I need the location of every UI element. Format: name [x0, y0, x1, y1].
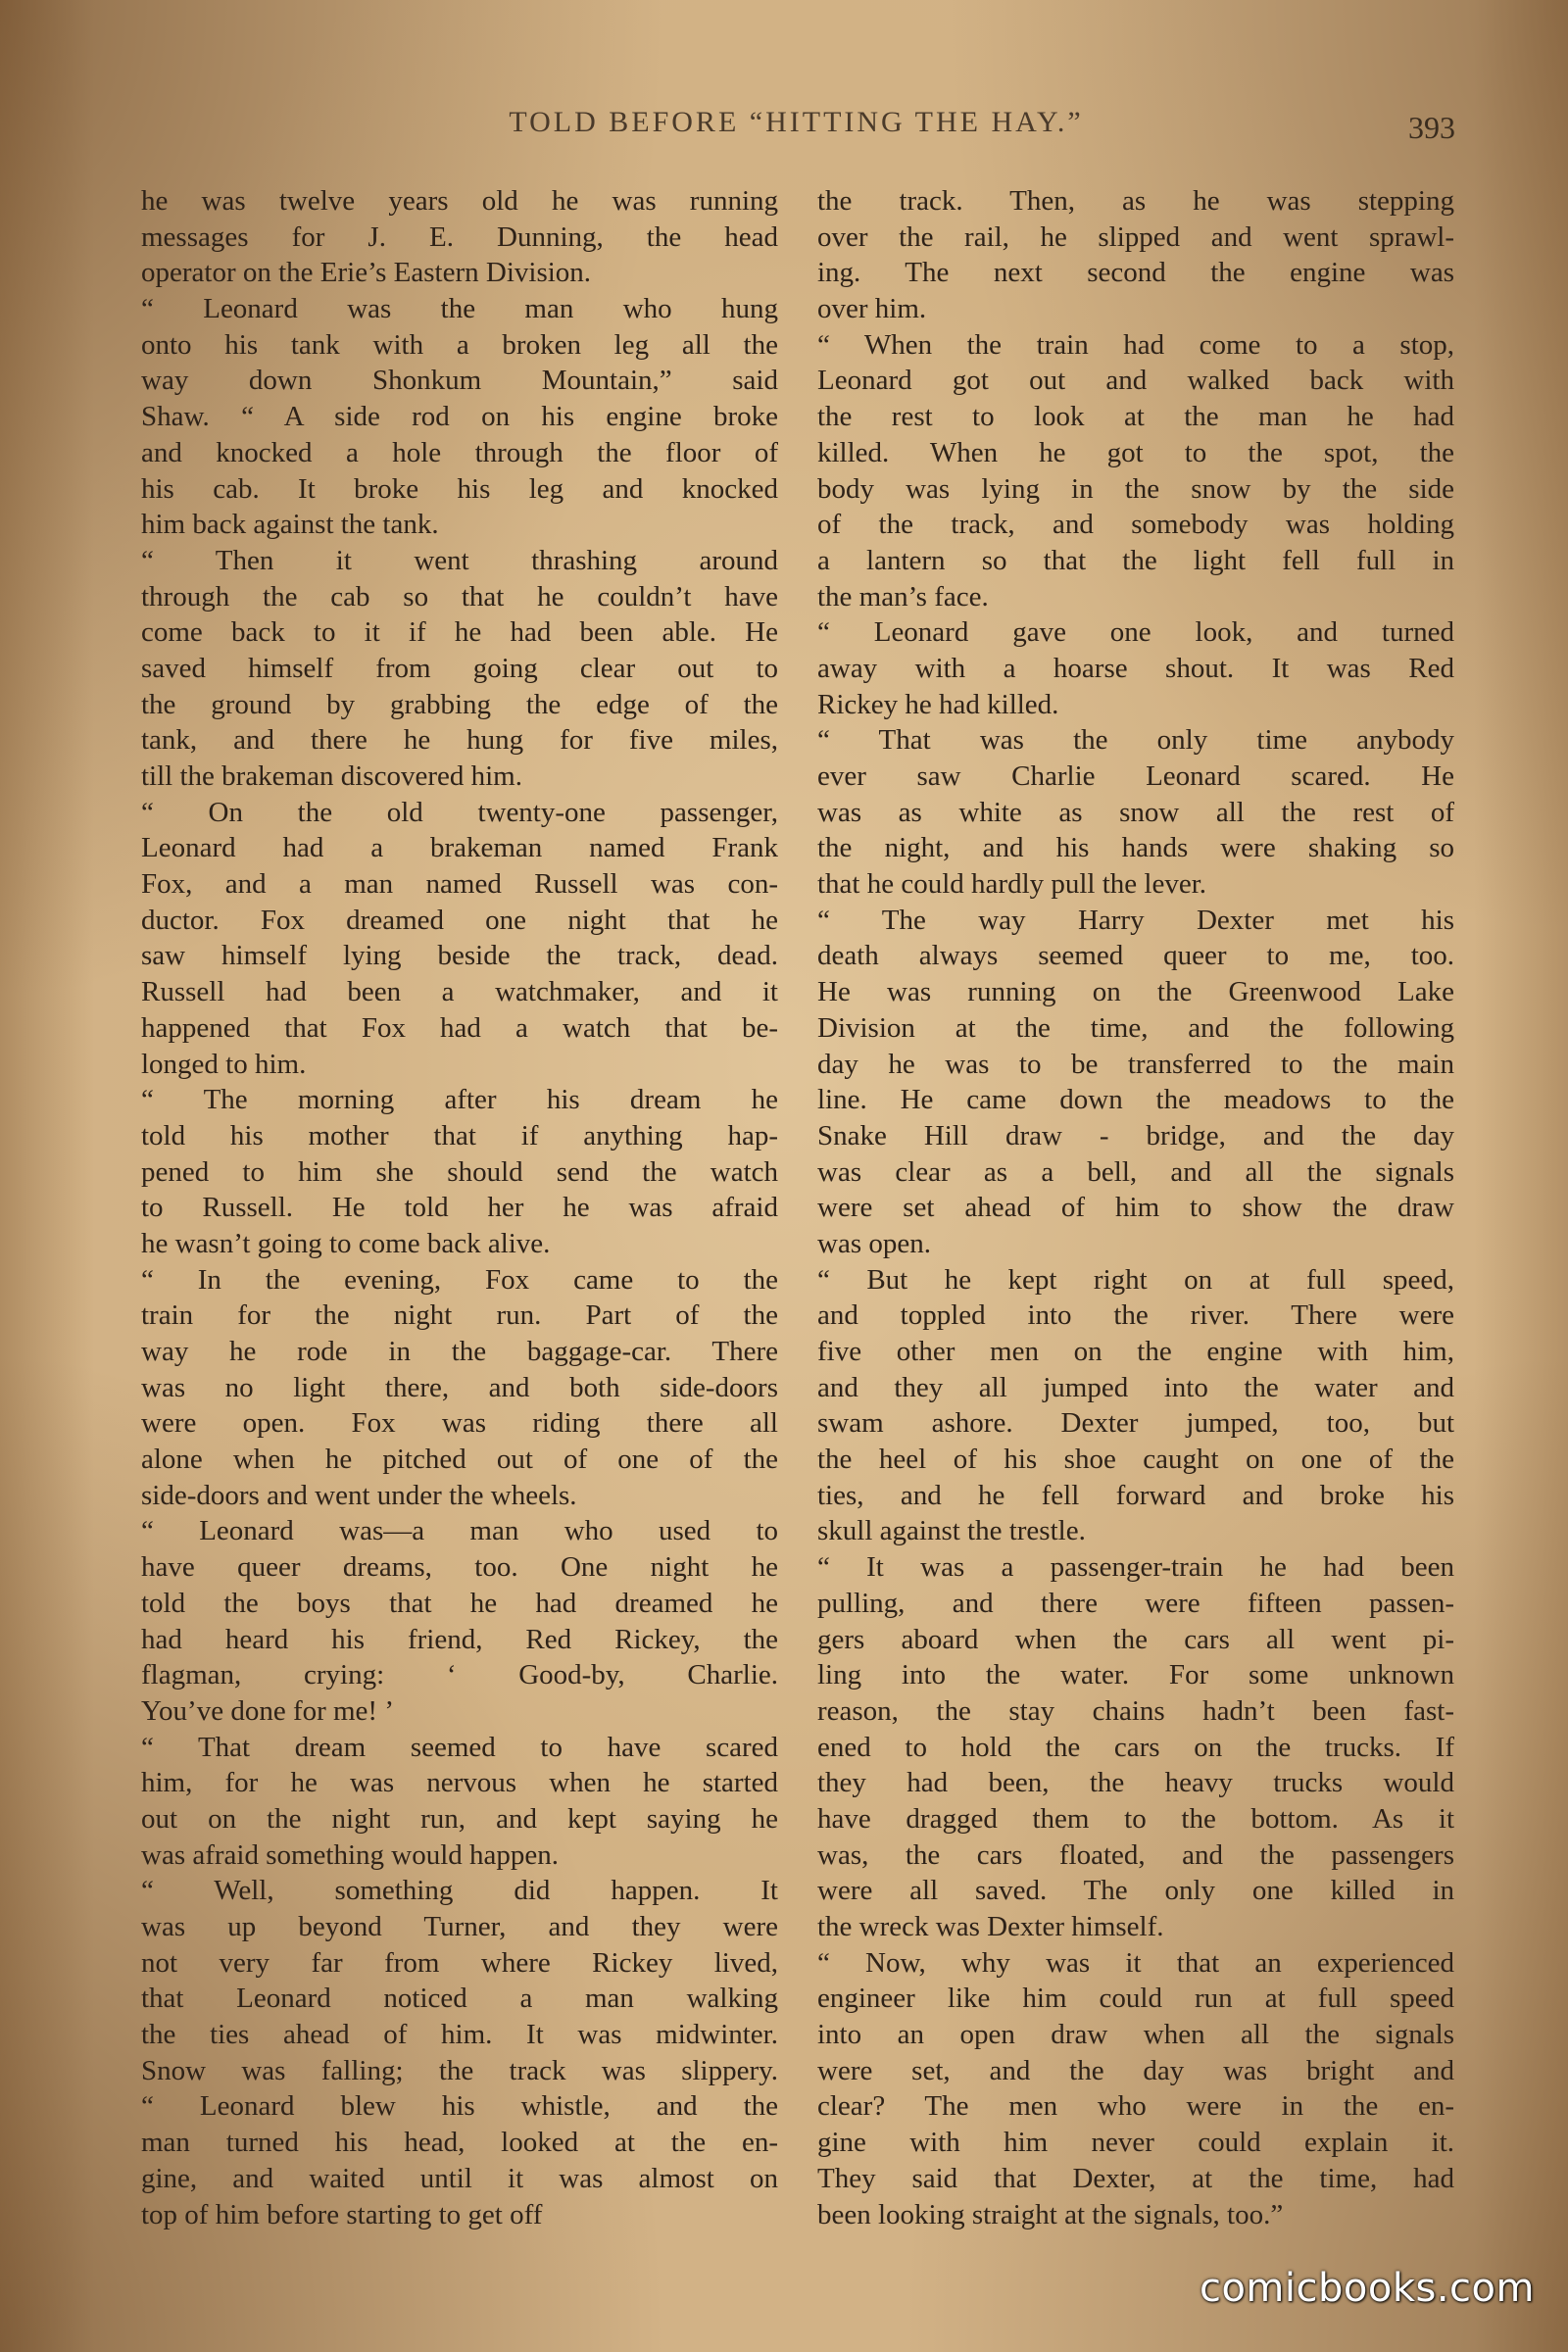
text-line: was no light there, and both side-doors	[141, 1371, 778, 1403]
text-line: side-doors and went under the wheels.	[141, 1479, 577, 1511]
text-line: Division at the time, and the following	[817, 1011, 1454, 1044]
text-line: not very far from where Rickey lived,	[141, 1946, 778, 1979]
text-line: “ Leonard gave one look, and turned	[817, 616, 1454, 649]
text-line: “ Leonard was—a man who used to	[141, 1515, 778, 1547]
text-line: Fox, and a man named Russell was con-	[141, 868, 778, 901]
text-line: away with a hoarse shout. It was Red	[817, 652, 1454, 684]
text-line: him, for he was nervous when he started	[141, 1767, 778, 1799]
text-line: saved himself from going clear out to	[141, 652, 778, 684]
text-line: that Leonard noticed a man walking	[141, 1983, 778, 2015]
text-line: gine, and waited until it was almost on	[141, 2162, 778, 2194]
text-line: alone when he pitched out of one of the	[141, 1444, 778, 1476]
text-line: body was lying in the snow by the side	[817, 472, 1454, 505]
page-header	[137, 106, 1455, 155]
text-line: flagman, crying: ‘ Good-by, Charlie.	[141, 1659, 778, 1691]
text-line: and they all jumped into the water and	[817, 1371, 1454, 1403]
text-line: was afraid something would happen.	[141, 1838, 560, 1871]
text-line: through the cab so that he couldn’t have	[141, 580, 778, 612]
text-line: Leonard had a brakeman named Frank	[141, 832, 778, 864]
text-line: gine with him never could explain it.	[817, 2127, 1454, 2159]
text-line: clear? The men who were in the en-	[817, 2090, 1454, 2123]
text-line: man turned his head, looked at the en-	[141, 2127, 778, 2159]
text-line: “ Well, something did happen. It	[141, 1875, 778, 1907]
text-line: till the brakeman discovered him.	[141, 760, 522, 792]
text-line: told the boys that he had dreamed he	[141, 1587, 778, 1619]
text-line: him back against the tank.	[141, 509, 439, 541]
text-line: was open.	[817, 1227, 931, 1259]
text-line: “ The way Harry Dexter met his	[817, 904, 1454, 936]
text-line: They said that Dexter, at the time, had	[817, 2162, 1454, 2194]
text-line: was as white as snow all the rest of	[817, 796, 1454, 828]
text-line: told his mother that if anything hap-	[141, 1119, 778, 1152]
text-line: were set ahead of him to show the draw	[817, 1192, 1454, 1224]
text-line: death always seemed queer to me, too.	[817, 940, 1454, 972]
text-line: of the track, and somebody was holding	[817, 509, 1454, 541]
text-line: were open. Fox was riding there all	[141, 1407, 778, 1440]
text-line: that he could hardly pull the lever.	[817, 868, 1207, 901]
text-line: killed. When he got to the spot, the	[817, 436, 1454, 468]
text-line: the man’s face.	[817, 580, 989, 612]
text-line: “ Leonard blew his whistle, and the	[141, 2090, 778, 2123]
text-line: ties, and he fell forward and broke his	[817, 1479, 1454, 1511]
text-line: to Russell. He told her he was afraid	[141, 1192, 778, 1224]
text-line: Snake Hill draw - bridge, and the day	[817, 1119, 1454, 1152]
text-line: Rickey he had killed.	[817, 688, 1059, 720]
text-line: “ The morning after his dream he	[141, 1084, 778, 1116]
text-line: he wasn’t going to come back alive.	[141, 1227, 551, 1259]
text-line: swam ashore. Dexter jumped, too, but	[817, 1407, 1454, 1440]
text-line: saw himself lying beside the track, dead.	[141, 940, 778, 972]
text-line: “ On the old twenty-one passenger,	[141, 796, 778, 828]
text-line: Snow was falling; the track was slippery.	[141, 2054, 778, 2086]
text-line: tank, and there he hung for five miles,	[141, 724, 778, 757]
text-line: pulling, and there were fifteen passen-	[817, 1587, 1454, 1619]
running-title: TOLD BEFORE “HITTING THE HAY.”	[509, 106, 1084, 138]
text-line: and knocked a hole through the floor of	[141, 436, 778, 468]
text-line: onto his tank with a broken leg all the	[141, 328, 778, 361]
text-line: ened to hold the cars on the trucks. If	[817, 1731, 1454, 1763]
text-line: have dragged them to the bottom. As it	[817, 1802, 1454, 1835]
text-line: day he was to be transferred to the main	[817, 1048, 1454, 1080]
text-line: happened that Fox had a watch that be-	[141, 1011, 778, 1044]
text-line: the ties ahead of him. It was midwinter.	[141, 2019, 778, 2051]
text-line: they had been, the heavy trucks would	[817, 1767, 1454, 1799]
text-line: “ It was a passenger-train he had been	[817, 1551, 1454, 1584]
text-line: ever saw Charlie Leonard scared. He	[817, 760, 1454, 792]
text-line: messages for J. E. Dunning, the head	[141, 220, 778, 253]
text-line: “ Leonard was the man who hung	[141, 293, 778, 325]
text-line: was up beyond Turner, and they were	[141, 1911, 778, 1942]
text-line: were set, and the day was bright and	[817, 2054, 1454, 2086]
text-line: into an open draw when all the signals	[817, 2019, 1454, 2051]
text-line: and toppled into the river. There were	[817, 1299, 1454, 1332]
text-line: Russell had been a watchmaker, and it	[141, 976, 778, 1008]
text-line: ing. The next second the engine was	[817, 257, 1454, 289]
text-line: train for the night run. Part of the	[141, 1299, 778, 1332]
text-line: Shaw. “ A side rod on his engine broke	[141, 401, 778, 433]
text-line: gers aboard when the cars all went pi-	[817, 1623, 1454, 1655]
text-line: “ That dream seemed to have scared	[141, 1731, 778, 1763]
text-line: “ Then it went thrashing around	[141, 544, 778, 576]
text-line: ling into the water. For some unknown	[817, 1659, 1454, 1691]
text-line: the ground by grabbing the edge of the	[141, 688, 778, 720]
text-line: was, the cars floated, and the passengers	[817, 1838, 1454, 1871]
text-line: way down Shonkum Mountain,” said	[141, 365, 778, 397]
text-line: skull against the trestle.	[817, 1515, 1086, 1547]
text-line: He was running on the Greenwood Lake	[817, 976, 1454, 1008]
text-line: “ That was the only time anybody	[817, 724, 1454, 757]
text-line: have queer dreams, too. One night he	[141, 1551, 778, 1584]
text-line: had heard his friend, Red Rickey, the	[141, 1623, 778, 1655]
text-line: the rest to look at the man he had	[817, 401, 1454, 433]
text-line: way he rode in the baggage-car. There	[141, 1336, 778, 1367]
text-line: five other men on the engine with him,	[817, 1336, 1454, 1367]
text-line: a lantern so that the light fell full in	[817, 544, 1454, 576]
text-line: the wreck was Dexter himself.	[817, 1911, 1164, 1942]
page-number: 393	[1408, 110, 1455, 145]
text-line: line. He came down the meadows to the	[817, 1084, 1454, 1116]
text-line: were all saved. The only one killed in	[817, 1875, 1454, 1907]
text-line: Leonard got out and walked back with	[817, 365, 1454, 397]
text-line: been looking straight at the signals, too.”	[817, 2198, 1284, 2230]
text-line: over him.	[817, 293, 927, 325]
text-line: the track. Then, as he was stepping	[817, 185, 1454, 217]
text-line: the night, and his hands were shaking so	[817, 832, 1454, 864]
text-line: he was twelve years old he was running	[141, 185, 778, 217]
text-line: engineer like him could run at full speed	[817, 1983, 1454, 2015]
text-line: come back to it if he had been able. He	[141, 616, 778, 649]
text-line: longed to him.	[141, 1048, 307, 1080]
text-line: “ Now, why was it that an experienced	[817, 1946, 1454, 1979]
text-line: “ In the evening, Fox came to the	[141, 1263, 778, 1296]
text-line: out on the night run, and kept saying he	[141, 1802, 778, 1835]
text-line: was clear as a bell, and all the signals	[817, 1155, 1454, 1188]
text-line: You’ve done for me! ’	[141, 1694, 394, 1727]
text-line: reason, the stay chains hadn’t been fast-	[817, 1694, 1454, 1727]
text-line: pened to him she should send the watch	[141, 1155, 778, 1188]
text-line: top of him before starting to get off	[141, 2198, 543, 2230]
watermark-logo: comicbooks.com	[1199, 2266, 1535, 2311]
text-column-left	[141, 183, 778, 2232]
text-line: the heel of his shoe caught on one of the	[817, 1444, 1454, 1476]
text-line: operator on the Erie’s Eastern Division.	[141, 257, 592, 289]
text-line: ductor. Fox dreamed one night that he	[141, 904, 778, 936]
text-column-right	[817, 183, 1454, 2232]
text-line: his cab. It broke his leg and knocked	[141, 472, 778, 505]
text-line: over the rail, he slipped and went sprawl-	[817, 220, 1454, 253]
text-line: “ When the train had come to a stop,	[817, 328, 1454, 361]
text-line: “ But he kept right on at full speed,	[817, 1263, 1454, 1296]
